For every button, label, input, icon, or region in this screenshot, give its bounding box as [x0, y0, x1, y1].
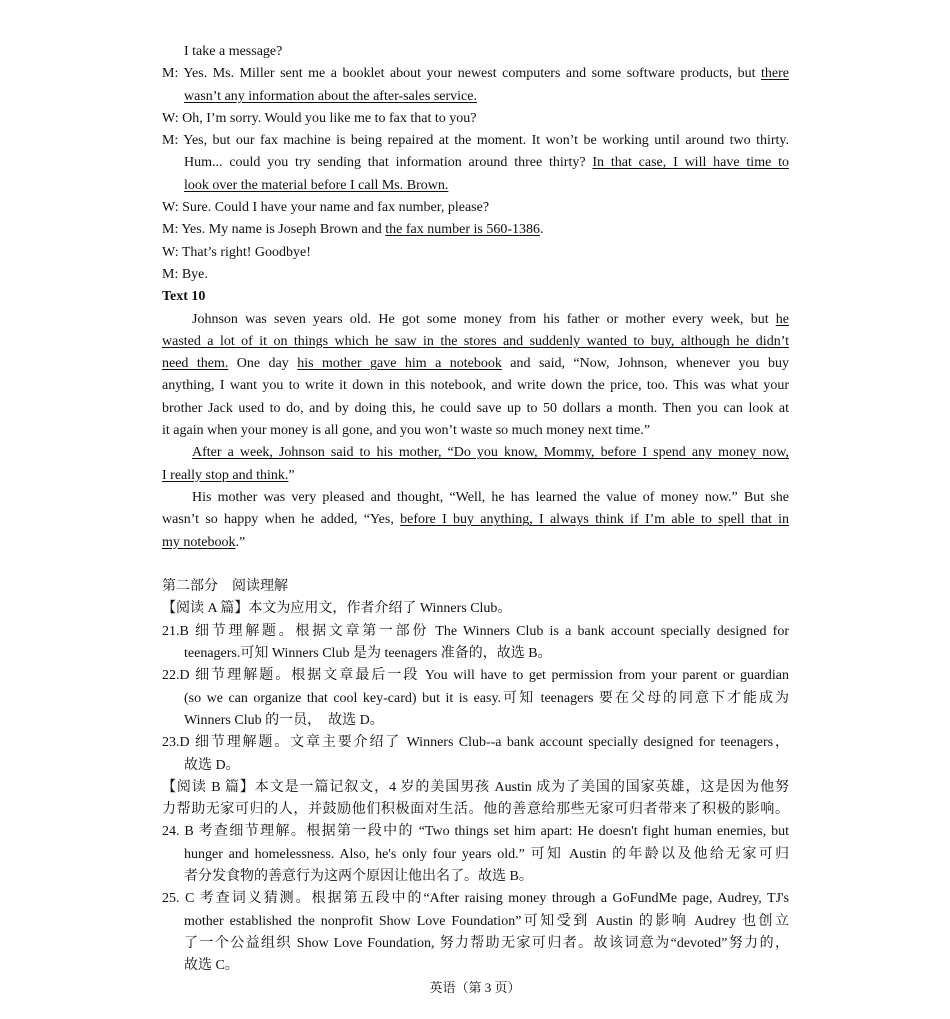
- dialogue-line: M: Yes, but our fax machine is being repaired at the moment. It won’t be working until around two thirty.: [162, 133, 789, 149]
- paragraph-line: my notebook.”: [162, 534, 246, 550]
- reading-b-intro: 力帮助无家可归的人，并鼓励他们积极面对生活。他的善意给那些无家可归者带来了积极的影响。: [162, 802, 789, 818]
- answer-22-line: (so we can organize that cool key-card) but it is easy.可知 teenagers 要在父母的同意下才能成为: [184, 690, 789, 706]
- answer-24-line: hunger and homelessness. Also, he's only four years old.” 可知 Austin 的年龄以及他给无家可归: [184, 846, 789, 862]
- answer-24-line: 者分发食物的善意行为这两个原因让他出名了。故选 B。: [184, 868, 533, 884]
- dialogue-line: wasn’t any information about the after-sales service.: [184, 88, 477, 104]
- paragraph-line: I really stop and think.”: [162, 467, 295, 483]
- dialogue-line: I take a message?: [184, 44, 283, 59]
- answer-25-line: 故选 C。: [184, 958, 239, 974]
- dialogue-line: W: Sure. Could I have your name and fax number, please?: [162, 200, 490, 216]
- answer-23-line: 23.D 细节理解题。文章主要介绍了 Winners Club--a bank account specially designed for teenagers，: [162, 735, 789, 751]
- dialogue-line: Hum... could you try sending that information around three thirty? In that case, I will have time to: [184, 155, 789, 171]
- answer-25-line: mother established the nonprofit Show Love Foundation”可知受到 Austin 的影响 Audrey 也创立: [184, 913, 789, 929]
- dialogue-line: W: Oh, I’m sorry. Would you like me to fax that to you?: [162, 110, 477, 126]
- answer-24-line: 24. B 考查细节理解。根据第一段中的 “Two things set him apart: He doesn't fight human enemies, but: [162, 824, 789, 840]
- answer-23-line: 故选 D。: [184, 757, 240, 773]
- spacer: [162, 554, 789, 576]
- paragraph-line: need them. One day his mother gave him a notebook and said, “Now, Johnson, whenever you buy: [162, 356, 789, 372]
- answer-25-line: 了一个公益组织 Show Love Foundation, 努力帮助无家可归者。故该词意为“devoted”努力的，: [184, 935, 789, 951]
- part-title: 第二部分 阅读理解: [162, 579, 288, 595]
- dialogue-line: W: That’s right! Goodbye!: [162, 244, 311, 260]
- paragraph-line: it again when your money is all gone, and you won’t waste so much money next time.”: [162, 423, 651, 439]
- reading-a-intro: 【阅读 A 篇】本文为应用文，作者介绍了 Winners Club。: [162, 601, 512, 617]
- dialogue-line: M: Yes. Ms. Miller sent me a booklet about your newest computers and some software products, but there: [162, 66, 789, 82]
- dialogue-line: M: Bye.: [162, 266, 208, 282]
- paragraph-line: After a week, Johnson said to his mother, “Do you know, Mommy, before I spend any money now,: [192, 445, 789, 461]
- page-footer: 英语（第 3 页）: [429, 980, 521, 995]
- document-body: [162, 41, 789, 977]
- answer-21-line: teenagers.可知 Winners Club 是为 teenagers 准备的，故选 B。: [184, 646, 552, 662]
- paragraph-line: wasn’t so happy when he added, “Yes, before I buy anything, I always think if I’m able to spell that in: [162, 512, 789, 528]
- paragraph-line: Johnson was seven years old. He got some money from his father or mother every week, but he: [192, 311, 789, 327]
- paragraph-line: anything, I want you to write it down in this notebook, and write down the price, too. This was what your: [162, 378, 789, 394]
- answer-21-line: 21.B 细节理解题。根据文章第一部份 The Winners Club is a bank account specially designed for: [162, 623, 789, 639]
- paragraph-line: brother Jack used to do, and by doing this, he could save up to 50 dollars a month. Then you can look at: [162, 400, 789, 416]
- paragraph-line: His mother was very pleased and thought, “Well, he has learned the value of money now.” But she: [192, 489, 789, 505]
- answer-25-line: 25. C 考查词义猜测。根据第五段中的“After raising money through a GoFundMe page, Audrey, TJ's: [162, 891, 789, 907]
- answer-22-line: 22.D 细节理解题。根据文章最后一段 You will have to get permission from your parent or guardian: [162, 668, 789, 684]
- reading-b-intro: 【阅读 B 篇】本文是一篇记叙文，4 岁的美国男孩 Austin 成为了美国的国家英雄，这是因为他努: [162, 779, 789, 795]
- section-heading: Text 10: [162, 289, 206, 305]
- dialogue-line: look over the material before I call Ms. Brown.: [184, 177, 449, 193]
- paragraph-line: wasted a lot of it on things which he saw in the stores and suddenly wanted to buy, although he didn’t: [162, 333, 789, 349]
- dialogue-line: M: Yes. My name is Joseph Brown and the fax number is 560-1386.: [162, 222, 544, 238]
- answer-22-line: Winners Club 的一员， 故选 D。: [184, 712, 384, 728]
